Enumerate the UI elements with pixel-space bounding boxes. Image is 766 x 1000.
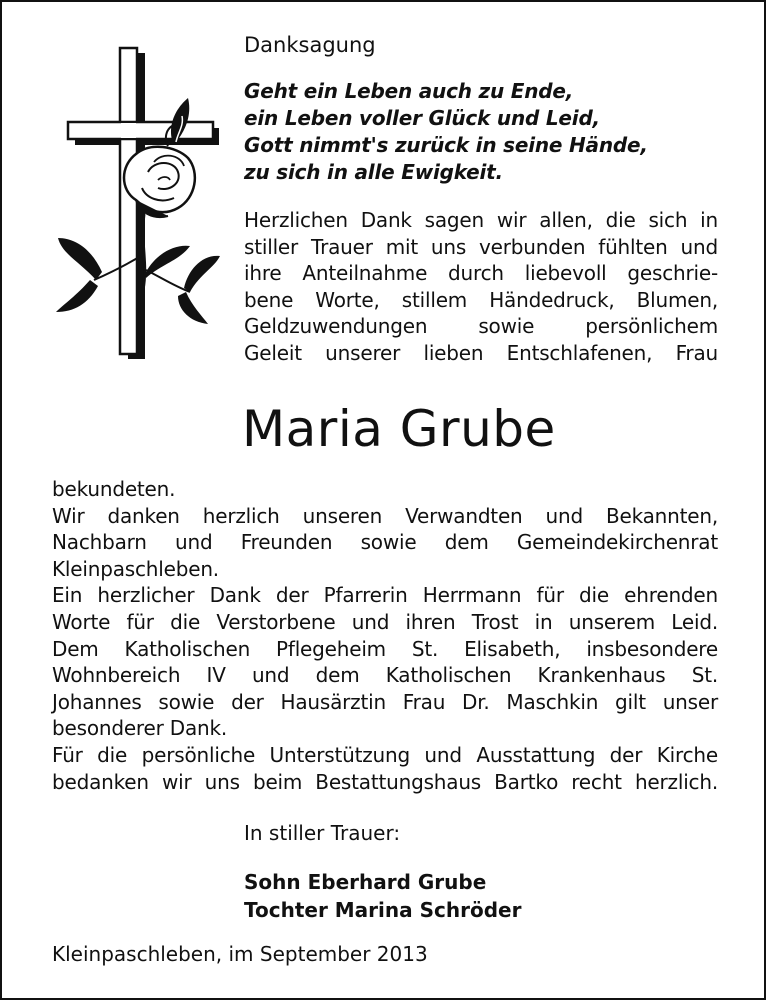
text-line: Johannes sowie der Hausärztin Frau Dr. Maschkin gilt unser: [52, 689, 718, 714]
text-line: bedanken wir uns beim Bestattungshaus Bartko recht herzlich.: [52, 769, 718, 794]
text-line: Dem Katholischen Pflegeheim St. Elisabeth, insbesondere: [52, 636, 718, 661]
text-line: Worte für die Verstorbene und ihren Trost in unserem Leid.: [52, 609, 718, 634]
text-line: besonderer Dank.: [52, 716, 228, 741]
text-line: ihre Anteilnahme durch liebevoll geschrie-: [244, 261, 718, 286]
text-line: Kleinpaschleben.: [52, 556, 219, 581]
text-line: Wir danken herzlich unseren Verwandten und Bekannten,: [52, 503, 718, 528]
poem-line: zu sich in alle Ewigkeit.: [244, 160, 503, 184]
signoff: In stiller Trauer:: [244, 821, 401, 845]
text-line: Nachbarn und Freunden sowie dem Gemeindekirchenrat: [52, 530, 718, 555]
poem: [244, 78, 648, 186]
text-line: bene Worte, stillem Händedruck, Blumen,: [244, 287, 718, 312]
thanks-paragraph: [244, 207, 718, 367]
text-line: Wohnbereich IV und dem Katholischen Krankenhaus St.: [52, 663, 718, 688]
signer-name: Tochter Marina Schröder: [244, 898, 522, 922]
text-line: Geleit unserer lieben Entschlafenen, Frau: [244, 340, 718, 365]
text-line: Geldzuwendungen sowie persönlichem: [244, 314, 718, 339]
text-line: stiller Trauer mit uns verbunden fühlten und: [244, 234, 718, 259]
text-line: bekundeten.: [52, 477, 176, 501]
text-line: Herzlichen Dank sagen wir allen, die sich in: [244, 208, 718, 232]
deceased-name: Maria Grube: [242, 400, 556, 458]
text-line: Ein herzlicher Dank der Pfarrerin Herrmann für die ehrenden: [52, 583, 718, 608]
body-paragraph: [52, 476, 718, 795]
poem-line: Geht ein Leben auch zu Ende,: [244, 79, 574, 103]
text-line: Für die persönliche Unterstützung und Ausstattung der Kirche: [52, 742, 718, 767]
page-title: Danksagung: [244, 33, 376, 57]
place-date: Kleinpaschleben, im September 2013: [52, 942, 428, 966]
poem-line: ein Leben voller Glück und Leid,: [244, 106, 600, 130]
cross-with-rose-icon: [50, 42, 225, 362]
poem-line: Gott nimmt's zurück in seine Hände,: [244, 133, 648, 157]
signers: [244, 868, 521, 924]
signer-name: Sohn Eberhard Grube: [244, 870, 487, 894]
